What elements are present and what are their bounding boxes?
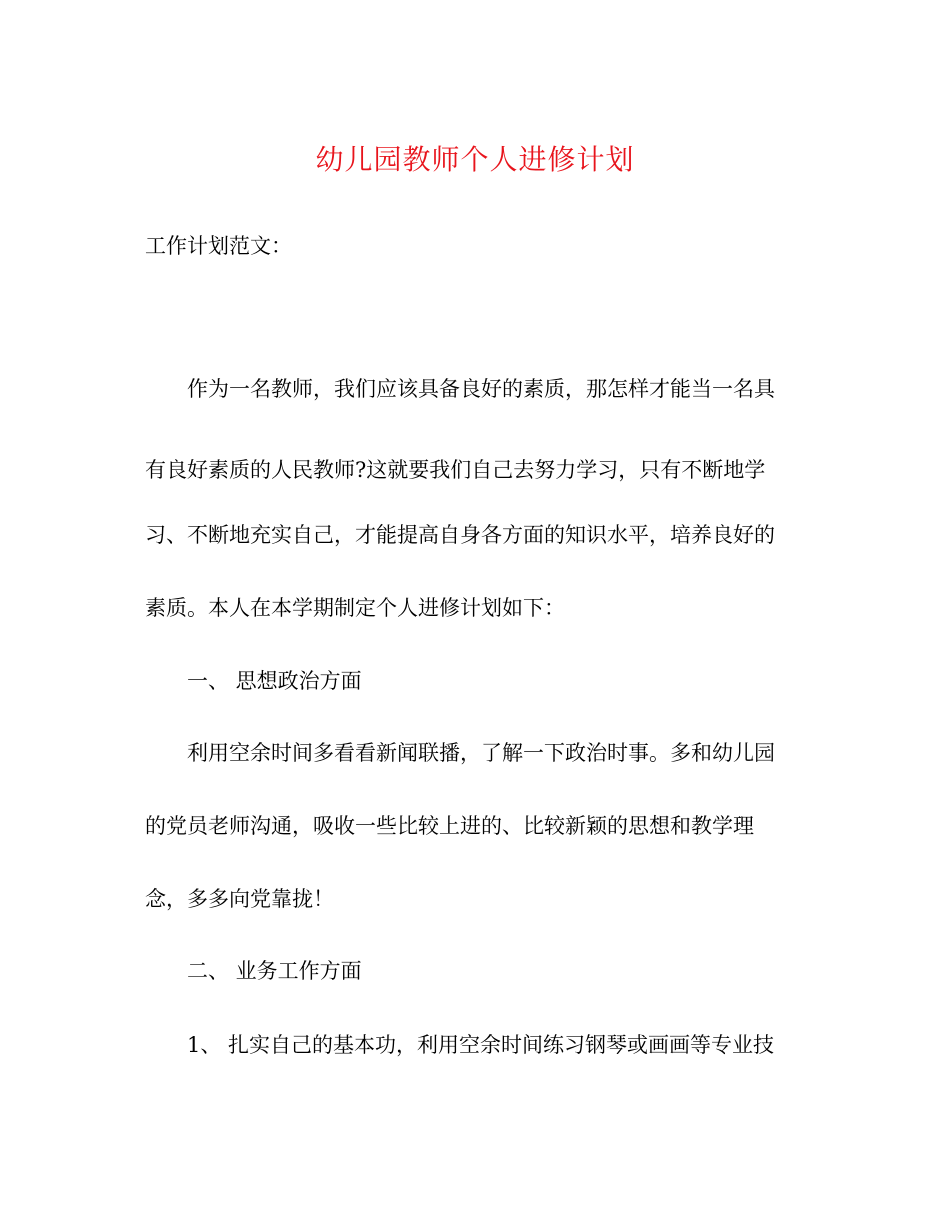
- intro-label: 工作计划范文：: [145, 234, 292, 258]
- paragraph-line: 利用空余时间多看看新闻联播，了解一下政治时事。多和幼儿园: [187, 741, 775, 765]
- document-title: 幼儿园教师个人进修计划: [315, 143, 635, 176]
- paragraph-line: 1、 扎实自己的基本功，利用空余时间练习钢琴或画画等专业技: [187, 1033, 775, 1057]
- section-heading: 二、 业务工作方面: [187, 959, 362, 983]
- section-heading: 一、 思想政治方面: [187, 669, 362, 693]
- paragraph-line: 习、不断地充实自己，才能提高自身各方面的知识水平，培养良好的: [145, 523, 775, 547]
- paragraph-line: 的党员老师沟通，吸收一些比较上进的、比较新颖的思想和教学理: [145, 814, 754, 838]
- paragraph-line: 有良好素质的人民教师?这就要我们自己去努力学习，只有不断地学: [145, 458, 766, 482]
- paragraph-line: 念，多多向党靠拢！: [145, 887, 334, 911]
- paragraph-line: 作为一名教师，我们应该具备良好的素质，那怎样才能当一名具: [187, 377, 775, 401]
- paragraph-line: 素质。本人在本学期制定个人进修计划如下：: [145, 596, 565, 620]
